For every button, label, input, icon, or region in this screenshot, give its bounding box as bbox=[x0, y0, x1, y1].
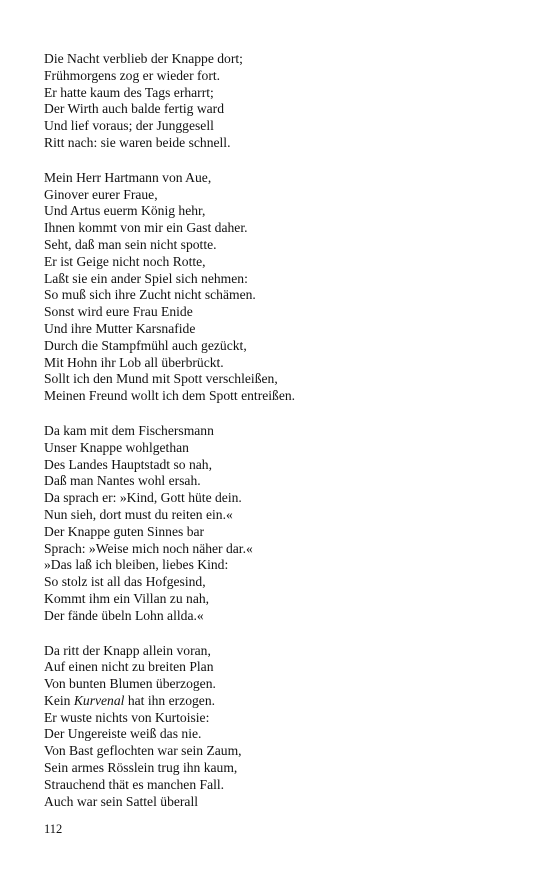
verse-line: Er hatte kaum des Tags erharrt; bbox=[44, 84, 214, 100]
verse-line: Sein armes Rösslein trug ihn kaum, bbox=[44, 760, 238, 776]
verse-line: Der Knappe guten Sinnes bar bbox=[44, 523, 205, 539]
verse-line: Ginover eurer Fraue, bbox=[44, 186, 158, 202]
page-number: 112 bbox=[44, 822, 63, 836]
verse-line: Auch war sein Sattel überall bbox=[44, 793, 199, 809]
verse-line: Des Landes Hauptstadt so nah, bbox=[44, 456, 212, 472]
verse-line-text: hat ihn erzogen. bbox=[124, 692, 216, 708]
verse-line: Frühmorgens zog er wieder fort. bbox=[44, 67, 221, 83]
italic-name: Kurvenal bbox=[73, 692, 125, 708]
verse-line: Laßt sie ein ander Spiel sich nehmen: bbox=[44, 270, 248, 286]
verse-line: Seht, daß man sein nicht spotte. bbox=[44, 236, 217, 252]
verse-line: Und Artus euerm König hehr, bbox=[44, 203, 206, 219]
verse-line: Da ritt der Knapp allein voran, bbox=[44, 642, 211, 658]
stanza bbox=[44, 51, 524, 152]
verse-line: Der Ungereiste weiß das nie. bbox=[44, 726, 202, 742]
verse-line: Mein Herr Hartmann von Aue, bbox=[44, 169, 212, 185]
verse-line: Meinen Freund wollt ich dem Spott entreißen. bbox=[44, 388, 296, 404]
verse-line: So muß sich ihre Zucht nicht schämen. bbox=[44, 287, 256, 303]
verse-line: Strauchend thät es manchen Fall. bbox=[44, 776, 225, 792]
verse-line: Da kam mit dem Fischersmann bbox=[44, 422, 214, 438]
stanza bbox=[44, 643, 524, 811]
verse-line: Mit Hohn ihr Lob all überbrückt. bbox=[44, 354, 224, 370]
verse-line: Er wuste nichts von Kurtoisie: bbox=[44, 709, 210, 725]
verse-line: »Das laß ich bleiben, liebes Kind: bbox=[44, 557, 229, 573]
verse-line: Durch die Stampfmühl auch gezückt, bbox=[44, 337, 247, 353]
verse-line: So stolz ist all das Hofgesind, bbox=[44, 574, 206, 590]
verse-line bbox=[44, 693, 524, 710]
verse-line: Sonst wird eure Frau Enide bbox=[44, 304, 193, 320]
verse-line: Der Wirth auch balde fertig ward bbox=[44, 101, 224, 117]
verse-line: Der fände übeln Lohn allda.« bbox=[44, 607, 204, 623]
stanza bbox=[44, 423, 524, 625]
verse-line: Sprach: »Weise mich noch näher dar.« bbox=[44, 540, 253, 556]
verse-line: Er ist Geige nicht noch Rotte, bbox=[44, 253, 206, 269]
stanza bbox=[44, 170, 524, 405]
verse-line: Sollt ich den Mund mit Spott verschleißen, bbox=[44, 371, 278, 387]
verse-line: Die Nacht verblieb der Knappe dort; bbox=[44, 51, 243, 66]
verse-line: Und lief voraus; der Junggesell bbox=[44, 118, 214, 134]
verse-line: Von Bast geflochten war sein Zaum, bbox=[44, 743, 242, 759]
verse-line: Von bunten Blumen überzogen. bbox=[44, 676, 216, 692]
verse-line: Da sprach er: »Kind, Gott hüte dein. bbox=[44, 490, 242, 506]
verse-line: Ihnen kommt von mir ein Gast daher. bbox=[44, 220, 248, 236]
verse-line: Und ihre Mutter Karsnafide bbox=[44, 320, 196, 336]
verse-line: Unser Knappe wohlgethan bbox=[44, 439, 189, 455]
verse-line: Kommt ihm ein Villan zu nah, bbox=[44, 590, 210, 606]
verse-line-text: Kein bbox=[44, 692, 74, 708]
verse-line: Auf einen nicht zu breiten Plan bbox=[44, 659, 214, 675]
verse-line: Daß man Nantes wohl ersah. bbox=[44, 473, 201, 489]
verse-line: Nun sieh, dort must du reiten ein.« bbox=[44, 506, 233, 522]
verse-line: Ritt nach: sie waren beide schnell. bbox=[44, 134, 231, 150]
poem-text bbox=[44, 51, 524, 828]
